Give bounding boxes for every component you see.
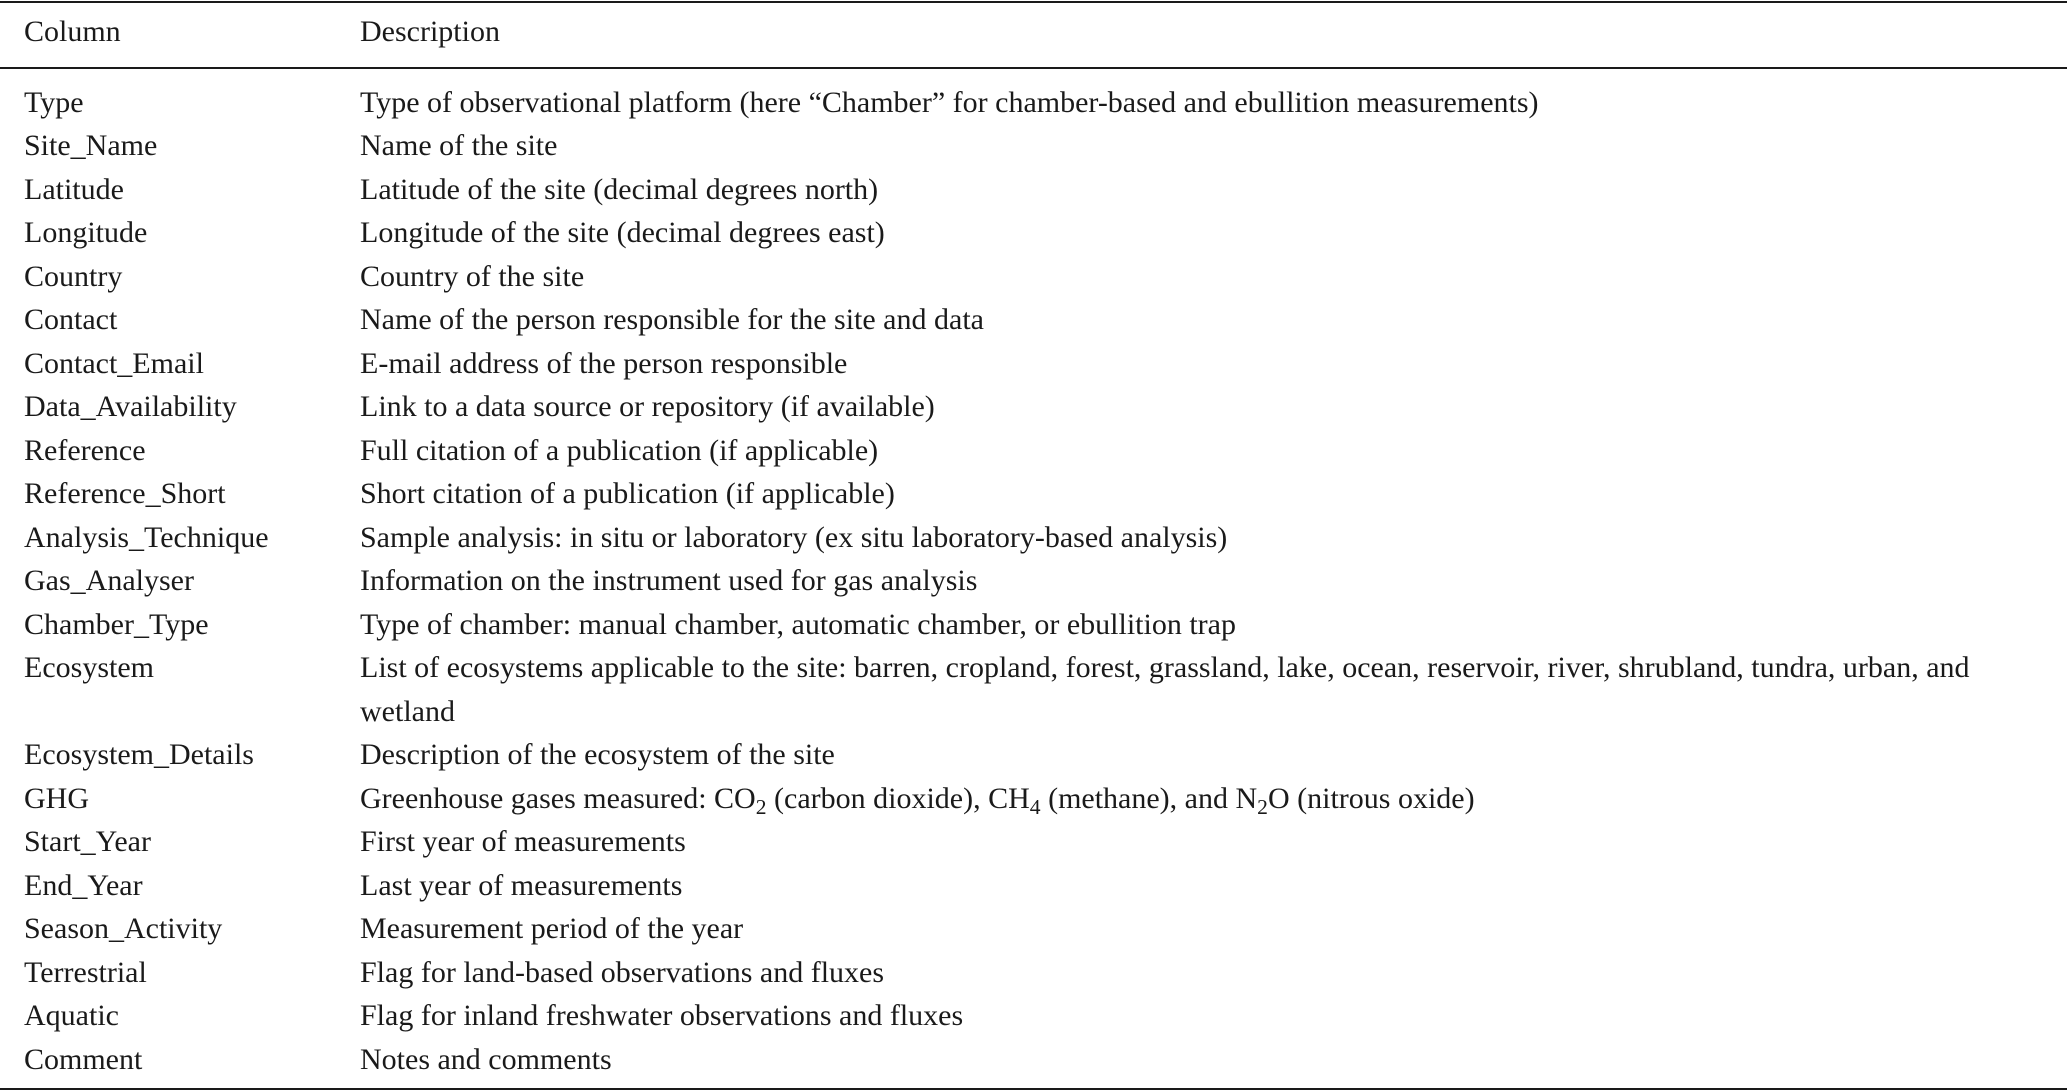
row-description: Measurement period of the year (360, 912, 744, 945)
row-column-name: Type (24, 85, 84, 119)
row-description: Description of the ecosystem of the site (360, 738, 835, 771)
table-row (0, 646, 2067, 733)
row-description: Link to a data source or repository (if available) (360, 390, 935, 423)
table-row (0, 777, 2067, 821)
row-description: Country of the site (360, 259, 585, 293)
table-row (0, 342, 2067, 386)
row-description: E-mail address of the person responsible (360, 346, 848, 380)
row-description: Flag for land-based observations and fluxes (360, 955, 885, 989)
row-column-name: GHG (24, 781, 89, 815)
row-column-name: Data_Availability (24, 390, 237, 423)
row-description: Information on the instrument used for gas analysis (360, 564, 978, 597)
ghg-subscript-co2: 2 (755, 794, 767, 819)
table-row (0, 994, 2067, 1038)
table-row (0, 255, 2067, 299)
row-column-name: Ecosystem (24, 651, 154, 684)
row-column-name: Latitude (24, 172, 124, 206)
row-description: First year of measurements (360, 825, 686, 858)
row-description: Type of chamber: manual chamber, automatic chamber, or ebullition trap (360, 607, 1236, 641)
table-row (0, 907, 2067, 951)
row-description: Notes and comments (360, 1042, 612, 1076)
row-column-name: Ecosystem_Details (24, 738, 254, 771)
table-row (0, 69, 2067, 125)
table-row (0, 429, 2067, 473)
row-description: Full citation of a publication (if applicable) (360, 433, 879, 467)
table-row (0, 864, 2067, 908)
row-description: Latitude of the site (decimal degrees north) (360, 172, 879, 206)
row-description: Name of the person responsible for the site and data (360, 303, 984, 336)
ghg-subscript-ch4: 4 (1029, 794, 1041, 819)
row-column-name: Contact (24, 303, 118, 336)
column-header: Column (24, 15, 121, 48)
table-header-row (0, 0, 2067, 69)
table-row (0, 516, 2067, 560)
ghg-text-2: (carbon dioxide), CH (766, 781, 1030, 815)
row-column-name: Terrestrial (24, 955, 147, 989)
table-bottom-rule (0, 1088, 2067, 1090)
ghg-subscript-n2o: 2 (1257, 794, 1268, 819)
row-column-name: Comment (24, 1042, 143, 1076)
row-column-name: Reference (24, 433, 146, 467)
row-description: Short citation of a publication (if applicable) (360, 477, 895, 510)
row-column-name: Reference_Short (24, 477, 226, 510)
row-column-name: Chamber_Type (24, 607, 209, 641)
table-row (0, 951, 2067, 995)
table-row (0, 559, 2067, 603)
row-column-name: Season_Activity (24, 912, 223, 945)
table-row (0, 124, 2067, 168)
table-row (0, 385, 2067, 429)
table-row (0, 733, 2067, 777)
table-row (0, 1038, 2067, 1082)
row-column-name: Country (24, 259, 123, 293)
row-description: Flag for inland freshwater observations and fluxes (360, 999, 964, 1032)
row-column-name: End_Year (24, 868, 143, 902)
row-description: Sample analysis: in situ or laboratory (ex situ laboratory-based analysis) (360, 520, 1228, 554)
table-row (0, 211, 2067, 255)
table-row (0, 603, 2067, 647)
row-column-name: Analysis_Technique (24, 520, 269, 554)
table-row (0, 472, 2067, 516)
row-description: List of ecosystems applicable to the site: barren, cropland, forest, grassland, lake, ocean, reservoir, river, shrubland, tundra, urban, and wetland (360, 651, 1970, 728)
row-description: Last year of measurements (360, 868, 683, 902)
row-column-name: Start_Year (24, 825, 151, 858)
row-description: Name of the site (360, 129, 558, 162)
ghg-text-1: Greenhouse gases measured: CO (360, 781, 756, 815)
ghg-text-4: O (nitrous oxide) (1267, 781, 1475, 815)
ghg-text-3: (methane), and N (1040, 781, 1258, 815)
table-row (0, 820, 2067, 864)
row-column-name: Gas_Analyser (24, 564, 194, 597)
row-column-name: Contact_Email (24, 346, 204, 380)
description-header: Description (360, 15, 500, 48)
row-description: Type of observational platform (here “Chamber” for chamber-based and ebullition measurements) (360, 85, 1539, 119)
table-row (0, 298, 2067, 342)
row-description (360, 777, 2067, 821)
table-row (0, 168, 2067, 212)
row-column-name: Longitude (24, 216, 148, 249)
row-column-name: Aquatic (24, 999, 119, 1032)
row-description: Longitude of the site (decimal degrees east) (360, 216, 885, 249)
row-column-name: Site_Name (24, 129, 158, 162)
